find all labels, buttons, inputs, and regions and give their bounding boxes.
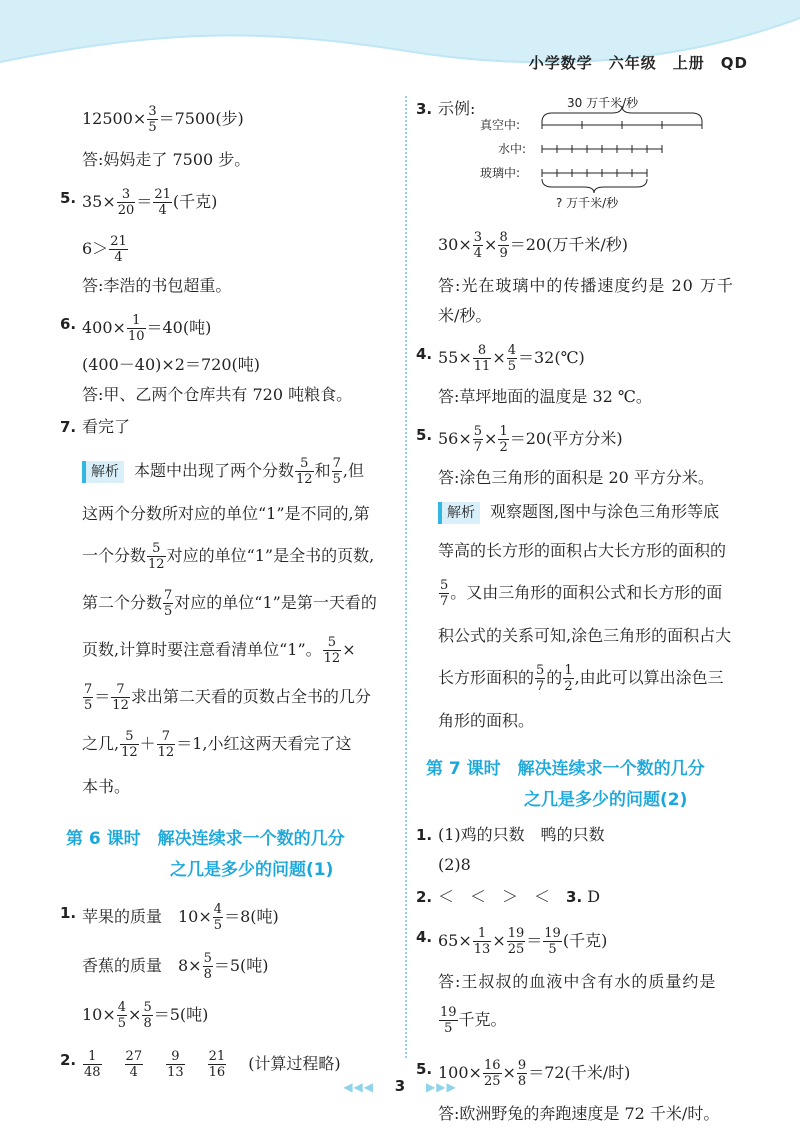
practice-1: 1. (1)鸡的只数 鸭的只数	[416, 825, 605, 844]
practice-2	[60, 1049, 390, 1080]
fraction: $\frac{5}{8}$	[203, 951, 212, 982]
next-arrows-icon: ▶▶▶	[426, 1080, 457, 1094]
row-label-vacuum: 真空中:	[480, 118, 521, 132]
answer-line: $\frac{19}{5}$ 千克。	[440, 1005, 507, 1036]
fraction: $\frac{19}{25}$	[507, 926, 525, 957]
answer-text: 答:欧洲野兔的奔跑速度是 72 千米/时。	[438, 1104, 720, 1123]
fraction: $\frac{5}{7}$	[440, 578, 449, 609]
analysis-tag: 解析	[438, 502, 480, 524]
question-number: 2.	[60, 1051, 77, 1069]
explanation-line: 本书。	[82, 777, 131, 796]
fraction: $\frac{1}{2}$	[499, 424, 508, 455]
explanation-line: 页数,计算时要注意看清单位“1”。 $\frac{5}{12}$ ×	[82, 635, 356, 666]
page-footer	[0, 1077, 800, 1095]
fraction: $\frac{8}{11}$	[473, 343, 491, 374]
top-brace	[542, 106, 702, 122]
question-number: 3.	[416, 100, 433, 118]
fraction: $\frac{19}{5}$	[544, 926, 561, 957]
fraction: $\frac{1}{48}$	[84, 1049, 101, 1080]
math-text: ＝7500(步)	[158, 109, 244, 128]
question-5: 5. 56× $\frac{5}{7}$ × $\frac{1}{2}$ ＝20(平方分米)	[416, 424, 623, 455]
light-speed-segment-diagram	[472, 95, 722, 210]
right-column	[416, 98, 756, 1125]
question-number: 3.	[566, 888, 583, 906]
answer-text: 答:光在玻璃中的传播速度约是 20 万千	[438, 276, 734, 295]
fraction: $\frac{3}{4}$	[473, 230, 483, 261]
fraction: $\frac{7}{5}$	[332, 456, 341, 487]
answer-line: 6＞ $\frac{21}{4}$	[82, 234, 127, 265]
diagram-bottom-label: ? 万千米/秒	[556, 196, 619, 210]
fraction: $\frac{4}{5}$	[117, 1000, 127, 1031]
question-number: 4.	[416, 345, 433, 363]
fraction: $\frac{5}{12}$	[323, 635, 341, 666]
fraction: $\frac{5}{12}$	[121, 729, 138, 760]
question-3: 3. 示例:	[416, 99, 476, 118]
row-label-glass: 玻璃中:	[480, 166, 521, 180]
answer-text: 答:甲、乙两个仓库共有 720 吨粮食。	[82, 385, 353, 404]
question-5: 5. 35× $\frac{3}{20}$ ＝ $\frac{21}{4}$ (千克)	[60, 187, 218, 218]
explanation-line: 积公式的关系可知,涂色三角形的面积占大	[438, 626, 732, 645]
fraction: $\frac{7}{5}$	[164, 588, 173, 619]
answer-line	[60, 104, 390, 135]
question-7: 7. 看完了	[60, 417, 131, 436]
explanation-line: 解析 观察题图,图中与涂色三角形等底	[416, 501, 756, 524]
answer-line: (2)8	[438, 855, 471, 874]
fraction: $\frac{5}{8}$	[143, 1000, 152, 1031]
note-text: (计算过程略)	[248, 1054, 341, 1073]
fraction: $\frac{7}{12}$	[157, 729, 175, 760]
question-number: 5.	[60, 189, 77, 207]
explanation-line: 长方形面积的 $\frac{5}{7}$ 的 $\frac{1}{2}$ ,由此可以算出涂色三	[438, 663, 724, 694]
answer-line: (400－40)×2＝720(吨)	[82, 355, 260, 374]
fraction: $\frac{1}{10}$	[127, 313, 145, 344]
explanation-line: 等高的长方形的面积占大长方形的面积的	[438, 541, 727, 560]
prev-arrows-icon: ◀◀◀	[343, 1080, 374, 1094]
lesson-7-heading: 第 7 课时 解决连续求一个数的几分 之几是多少的问题(2)	[426, 759, 705, 810]
fraction: $\frac{21}{4}$	[110, 234, 127, 265]
explanation-line: 角形的面积。	[438, 711, 535, 730]
answer-text: 米/秒。	[438, 306, 492, 325]
question-number: 4.	[416, 928, 433, 946]
book-title: 小学数学 六年级 上册 QD	[528, 54, 748, 72]
question-4: 4. 55× $\frac{8}{11}$ × $\frac{4}{5}$ ＝32(℃)	[416, 343, 585, 374]
explanation-line: 第二个分数 $\frac{7}{5}$ 对应的单位“1”是第一天看的	[82, 588, 377, 619]
answer-text: 答:涂色三角形的面积是 20 平方分米。	[438, 468, 714, 487]
fraction: $\frac{7}{12}$	[112, 682, 129, 713]
explanation-line: $\frac{7}{5}$ ＝ $\frac{7}{12}$ 求出第二天看的页数占全书的几分	[84, 682, 371, 713]
answer-text: 答:草坪地面的温度是 32 ℃。	[438, 387, 652, 406]
explanation-line: 一个分数 $\frac{5}{12}$ 对应的单位“1”是全书的页数,	[82, 541, 375, 572]
question-6: 6. 400× $\frac{1}{10}$ ＝40(吨)	[60, 313, 212, 344]
row-label-water: 水中:	[498, 142, 527, 156]
fraction: $\frac{21}{4}$	[154, 187, 171, 218]
fraction: $\frac{8}{9}$	[499, 230, 508, 261]
explanation-line: 解析 本题中出现了两个分数 $\frac{5}{12}$ 和 $\frac{7}{5}$ ,但	[60, 456, 390, 487]
analysis-tag: 解析	[82, 461, 124, 483]
fraction: $\frac{4}{5}$	[507, 343, 516, 374]
lesson-6-heading: 第 6 课时 解决连续求一个数的几分 之几是多少的问题(1)	[66, 829, 345, 880]
question-number: 2.	[416, 888, 433, 906]
explanation-line: 这两个分数所对应的单位“1”是不同的,第	[82, 504, 370, 523]
question-number: 1.	[60, 904, 77, 922]
explanation-line: $\frac{5}{7}$ 。又由三角形的面积公式和长方形的面	[440, 578, 723, 609]
fraction: $\frac{16}{25}$	[483, 1058, 501, 1089]
fraction: $\frac{9}{13}$	[167, 1049, 184, 1080]
fraction: $\frac{21}{16}$	[208, 1049, 226, 1080]
left-column	[60, 98, 390, 1080]
question-number: 5.	[416, 426, 433, 444]
fraction: $\frac{5}{7}$	[473, 424, 483, 455]
answer-line: 香蕉的质量 8× $\frac{5}{8}$ ＝5(吨)	[82, 951, 269, 982]
fraction: $\frac{7}{5}$	[84, 682, 93, 713]
fraction: $\frac{3}{20}$	[117, 187, 135, 218]
fraction: $\frac{1}{2}$	[564, 663, 573, 694]
fraction: $\frac{4}{5}$	[213, 902, 223, 933]
practice-5: 5. 100× $\frac{16}{25}$ × $\frac{9}{8}$ ＝72(千米/时)	[416, 1058, 631, 1089]
fraction: $\frac{9}{8}$	[517, 1058, 527, 1089]
math-text: 12500×	[82, 109, 147, 128]
question-number: 1.	[416, 826, 433, 844]
practice-2-3: 2. ＜ ＜ ＞ ＜ 3. D	[416, 887, 601, 906]
column-divider	[405, 96, 407, 1058]
answer-text: 答:王叔叔的血液中含有水的质量约是	[438, 972, 717, 991]
practice-1: 1. 苹果的质量 10× $\frac{4}{5}$ ＝8(吨)	[60, 902, 279, 933]
fraction: $\frac{3}{5}$	[148, 104, 157, 135]
explanation-line: 之几, $\frac{5}{12}$ ＋ $\frac{7}{12}$ ＝1,小红这两天看完了这	[82, 729, 352, 760]
fraction: $\frac{19}{5}$	[440, 1005, 457, 1036]
question-number: 5.	[416, 1060, 433, 1078]
answer-text: 答:李浩的书包超重。	[82, 276, 232, 295]
answer-text: 答:妈妈走了 7500 步。	[82, 150, 251, 169]
fraction: $\frac{5}{12}$	[148, 541, 165, 572]
answer-line: 30× $\frac{3}{4}$ × $\frac{8}{9}$ ＝20(万千米/秒)	[438, 230, 628, 261]
diagram-top-label: 30 万千米/秒	[567, 96, 639, 110]
fraction: $\frac{27}{4}$	[125, 1049, 143, 1080]
fraction: $\frac{1}{13}$	[473, 926, 491, 957]
fraction: $\frac{5}{7}$	[536, 663, 545, 694]
answer-line: 10× $\frac{4}{5}$ × $\frac{5}{8}$ ＝5(吨)	[82, 1000, 209, 1031]
fraction: $\frac{5}{12}$	[296, 456, 313, 487]
question-number: 7.	[60, 418, 77, 436]
page-number: 3	[394, 1077, 406, 1095]
practice-4: 4. 65× $\frac{1}{13}$ × $\frac{19}{25}$ ＝ $\frac{19}{5}$ (千克)	[416, 926, 608, 957]
question-number: 6.	[60, 315, 77, 333]
bottom-brace	[542, 179, 647, 193]
